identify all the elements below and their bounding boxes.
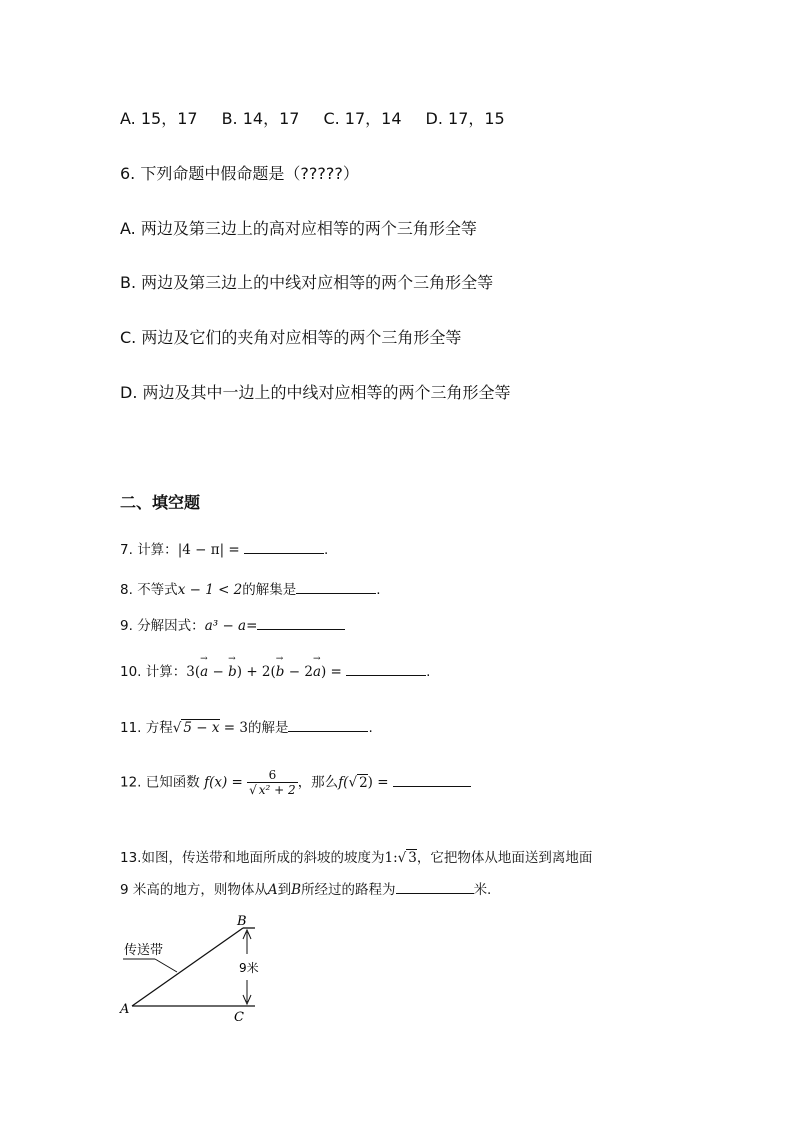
q11-number: 11.: [120, 720, 142, 736]
q6-option-b: B. 两边及第三边上的中线对应相等的两个三角形全等: [120, 273, 494, 292]
q6-option-d: D. 两边及其中一边上的中线对应相等的两个三角形全等: [120, 383, 511, 402]
q13-text-b: ，它把物体从地面送到离地面: [416, 850, 593, 866]
q10-end: .: [426, 664, 431, 680]
option-c: C. 17，14: [323, 109, 402, 128]
q12-lhs: f(x) =: [204, 774, 243, 791]
vector-b: → b: [276, 664, 285, 680]
q8-text2: 的解集是: [242, 582, 297, 598]
q8-text: 不等式: [137, 582, 178, 598]
q12-answer-blank[interactable]: [393, 772, 471, 787]
slope-line: [132, 928, 243, 1006]
q7-text: 计算：: [137, 542, 178, 558]
q12-f-arg: f(√ 2) =: [338, 774, 389, 791]
q9-answer-blank[interactable]: [257, 615, 345, 630]
question-7: [120, 538, 328, 558]
q11-text2: 的解是: [247, 720, 289, 736]
q7-expr: |4 − π| =: [177, 542, 240, 558]
q6-stem: 6. 下列命题中假命题是（?????）: [120, 164, 359, 183]
q12-fraction: $\frac{6}{\text{√ x² + 2}}$: [249, 768, 296, 797]
q7-end: .: [324, 542, 329, 558]
label-b: B: [237, 914, 247, 929]
q10-number: 10.: [120, 664, 142, 680]
label-height: 9米: [239, 961, 259, 975]
label-c: C: [234, 1010, 244, 1025]
q9-text: 分解因式：: [137, 618, 205, 634]
question-13-line1: [120, 846, 592, 866]
question-11: [120, 716, 373, 736]
question-8: [120, 578, 381, 598]
vector-a: → a: [200, 664, 208, 680]
question-10: [120, 660, 430, 680]
question-9: [120, 614, 345, 634]
q11-radicand: 5 − x: [183, 720, 220, 736]
q6-option-a: A. 两边及第三边上的高对应相等的两个三角形全等: [120, 219, 477, 238]
point-a: A: [267, 882, 278, 898]
q13-ratio: 1:√ 3: [384, 850, 417, 866]
q13-text-d: 米.: [473, 882, 492, 898]
vector-b: → b: [228, 664, 237, 680]
q7-number: 7.: [120, 542, 133, 558]
vector-a: → a: [313, 664, 321, 680]
option-a: A. 15，17: [120, 109, 198, 128]
q10-expr: 3(→ a − → b) + 2(→ b − 2→ a) =: [186, 664, 342, 680]
q13-answer-blank[interactable]: [396, 879, 474, 894]
q7-answer-blank[interactable]: [244, 539, 324, 554]
option-b: B. 14，17: [221, 109, 300, 128]
q8-end: .: [376, 582, 381, 598]
q8-expr: x − 1 < 2: [177, 582, 243, 598]
label-a: A: [120, 1002, 130, 1017]
question-13-line2: 9 米高的地方，则物体从A到B所经过的路程为 米.: [120, 878, 491, 898]
q13-text-a: 13.如图，传送带和地面所成的斜坡的坡度为: [120, 850, 385, 866]
option-d: D. 17，15: [425, 109, 505, 128]
q12-text2: ，那么: [297, 774, 339, 791]
q11-end: .: [368, 720, 373, 736]
q8-answer-blank[interactable]: [296, 579, 376, 594]
q11-equation: √ 5 − x = 3: [172, 720, 248, 736]
q10-text: 计算：: [145, 664, 187, 680]
question-12: [120, 768, 471, 797]
q9-expr: a³ − a=: [204, 618, 258, 634]
conveyor-belt-diagram: [115, 910, 275, 1025]
q11-answer-blank[interactable]: [288, 717, 368, 732]
section-title: 二、填空题: [120, 493, 201, 512]
q8-number: 8.: [120, 582, 133, 598]
q6-option-c: C. 两边及它们的夹角对应相等的两个三角形全等: [120, 328, 462, 347]
belt-leader-line: [155, 959, 177, 972]
label-belt: 传送带: [124, 943, 164, 958]
q13-text-c: 9 米高的地方，则物体从: [120, 882, 268, 898]
point-b: B: [291, 882, 302, 898]
q5-options: [120, 106, 529, 129]
q12-den-radicand: x² + 2: [258, 783, 296, 797]
q9-number: 9.: [120, 618, 133, 634]
q11-text: 方程: [145, 720, 173, 736]
q10-answer-blank[interactable]: [346, 661, 426, 676]
q12-number: 12.: [120, 774, 142, 791]
q12-text: 已知函数: [145, 774, 200, 791]
